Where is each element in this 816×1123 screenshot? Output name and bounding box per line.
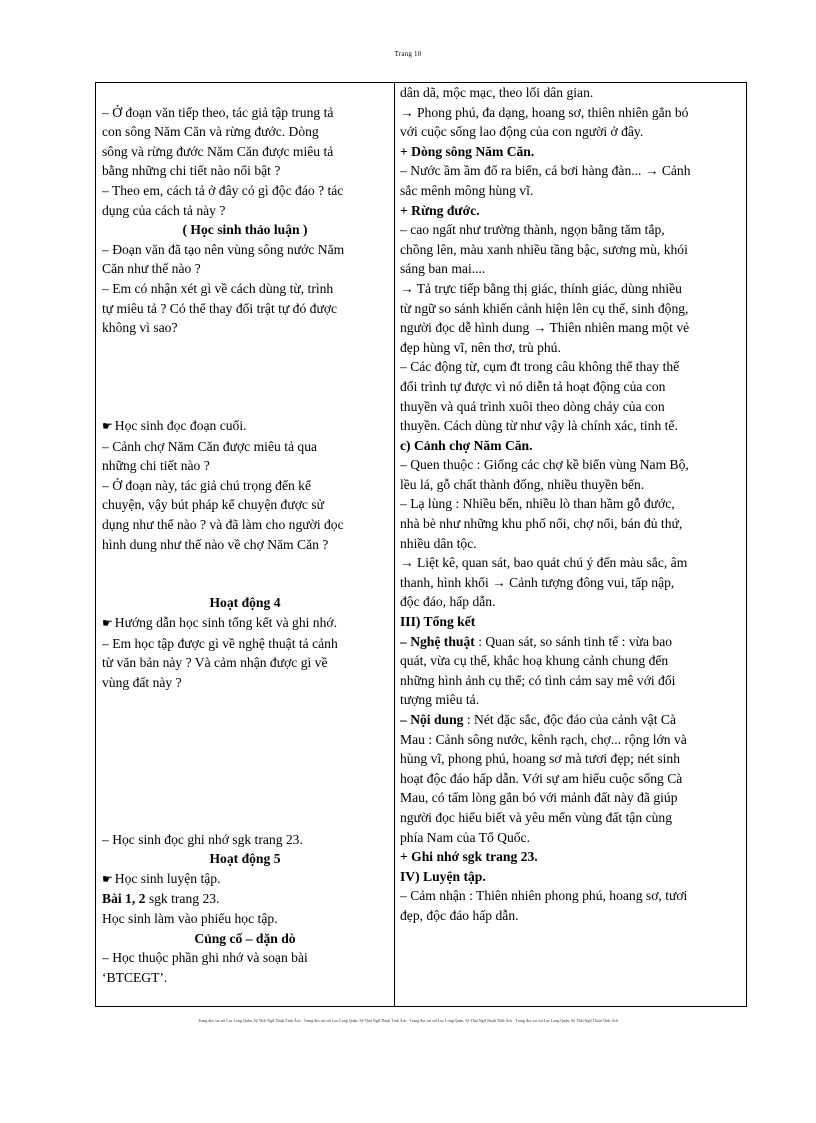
text-line — [102, 338, 388, 358]
line-text: phía Nam của Tổ Quốc. — [400, 829, 530, 845]
text-line — [400, 867, 741, 887]
text-line — [400, 338, 741, 358]
text-line — [102, 161, 388, 181]
text-line — [102, 673, 388, 693]
line-text: hình dung như thế nào về chợ Năm Căn ? — [102, 536, 329, 552]
line-text: → Phong phú, đa dạng, hoang sơ, thiên nhiên gắn bó — [400, 104, 689, 120]
right-column — [395, 83, 746, 1006]
text-line — [400, 259, 741, 279]
line-text: đổi trình tự được vì nó diễn tả hoạt động của con — [400, 378, 666, 394]
text-line — [102, 299, 388, 319]
line-text: Căn như thế nào ? — [102, 261, 201, 277]
text-line — [400, 788, 741, 808]
text-line — [102, 574, 388, 594]
text-line — [102, 437, 388, 457]
text-line — [102, 712, 388, 732]
line-text: dụng của cách tả này ? — [102, 202, 226, 218]
line-text: con sông Năm Căn và rừng đước. Dòng — [102, 124, 319, 140]
text-line — [102, 771, 388, 791]
text-line — [102, 929, 388, 949]
text-line — [102, 515, 388, 535]
bold-label: – Nội dung — [400, 712, 464, 727]
line-text: thuyền. Cách dùng từ như vậy là chính xác, tinh tế. — [400, 418, 678, 434]
text-line — [400, 201, 741, 221]
line-text: người đọc hiểu biết và yêu mến vùng đất tận cùng — [400, 809, 673, 825]
pointing-hand-icon: ☛ — [102, 871, 113, 886]
text-line — [400, 632, 741, 652]
line-text: Học sinh làm vào phiếu học tập. — [102, 910, 278, 926]
line-text: đẹp, độc đáo hấp dẫn. — [400, 907, 519, 923]
text-line — [102, 181, 388, 201]
text-line — [102, 751, 388, 771]
line-text: những chi tiết nào ? — [102, 458, 210, 474]
text-line — [400, 377, 741, 397]
text-line — [102, 830, 388, 850]
text-line — [102, 692, 388, 712]
text-line — [400, 299, 741, 319]
line-text: tự miêu tả ? Có thể thay đổi trật tự đó được — [102, 300, 338, 316]
text-line — [400, 671, 741, 691]
line-text: chồng lên, màu xanh nhiều tầng bậc, sương mù, khói — [400, 241, 688, 257]
text-line — [400, 573, 741, 593]
text-line — [400, 534, 741, 554]
text-line — [102, 948, 388, 968]
text-line — [400, 181, 741, 201]
text-line — [400, 122, 741, 142]
bold-label: – Nghệ thuật — [400, 633, 475, 649]
line-text: sáng ban mai.... — [400, 261, 486, 277]
line-text: lều lá, gỗ chất thành đống, nhiều thuyền bến. — [400, 476, 645, 492]
line-text: Học sinh luyện tập. — [114, 870, 221, 886]
line-text: dụng như thế nào ? và đã làm cho người đọc — [102, 517, 344, 533]
line-text: : Nét đặc sắc, độc đáo của cảnh vật Cà — [466, 712, 676, 727]
line-text: – Đoạn văn đã tạo nên vùng sông nước Năm — [102, 241, 345, 257]
line-text: + Rừng đước. — [400, 202, 480, 218]
text-line — [102, 397, 388, 417]
line-text: hoạt độc đáo hấp dẫn. Với sự am hiểu cuộc sống Cà — [400, 770, 683, 786]
line-text: Hướng dẫn học sinh tổng kết và ghi nhớ. — [114, 615, 337, 631]
line-text: người đọc dễ hình dung → Thiên nhiên mang một vẻ — [400, 320, 690, 336]
text-line — [400, 514, 741, 534]
line-text: + Dòng sông Năm Căn. — [400, 143, 535, 159]
text-line — [102, 869, 388, 890]
line-text: Mau : Cảnh sông nước, kênh rạch, chợ... rộng lớn và — [400, 731, 687, 747]
text-line — [400, 161, 741, 181]
line-text: bằng những chi tiết nào nổi bật ? — [102, 163, 281, 179]
text-line — [102, 357, 388, 377]
text-line — [102, 790, 388, 810]
bold-label: Bài 1, 2 — [102, 891, 146, 907]
text-line — [400, 749, 741, 769]
text-line — [400, 828, 741, 848]
line-text: – cao ngất như trường thành, ngọn bằng tăm tắp, — [400, 222, 665, 238]
text-line — [400, 475, 741, 495]
line-text: quát, vừa cụ thể, khắc hoạ khung cảnh chung đến — [400, 653, 669, 669]
line-text: Hoạt động 4 — [209, 595, 281, 611]
text-line — [400, 397, 741, 417]
line-text: – Học thuộc phần ghi nhớ và soạn bài — [102, 950, 308, 966]
text-line — [400, 886, 741, 906]
line-text: IV) Luyện tập. — [400, 868, 486, 884]
line-text: dân dã, mộc mạc, theo lối dân gian. — [400, 85, 594, 100]
line-text: Củng cố – dặn dò — [194, 930, 296, 946]
text-line — [400, 455, 741, 475]
line-text: thuyền và quá trình xuôi theo dòng chảy của con — [400, 398, 665, 414]
line-text: hùng vĩ, phong phú, hoang sơ mà tươi đẹp; nét sinh — [400, 751, 681, 767]
line-text: Mau, có tấm lòng gắn bó với mảnh đất này đã giúp — [400, 790, 678, 806]
line-text: độc đáo, hấp dẫn. — [400, 594, 496, 610]
text-line — [102, 103, 388, 123]
lesson-table — [95, 82, 747, 1007]
text-line — [400, 220, 741, 240]
text-line — [102, 279, 388, 299]
line-text: – Các động từ, cụm đt trong câu không thể thay thế — [400, 359, 680, 375]
line-text: – Cảm nhận : Thiên nhiên phong phú, hoang sơ, tươi — [400, 888, 688, 904]
line-text: không vì sao? — [102, 320, 178, 336]
text-line — [102, 535, 388, 555]
line-text: chuyện, vậy bút pháp kể chuyện được sử — [102, 497, 324, 513]
line-text: c) Cảnh chợ Năm Căn. — [400, 437, 533, 453]
text-line — [102, 653, 388, 673]
text-line — [102, 122, 388, 142]
text-line — [400, 279, 741, 299]
text-line — [400, 318, 741, 338]
text-line — [400, 416, 741, 436]
text-line — [400, 808, 741, 828]
line-text: → Liệt kê, quan sát, bao quát chú ý đến màu sắc, âm — [400, 555, 688, 571]
page-footer: Trang đọc sai sót Lục Long Quân, Sỹ Thái Ngữ Thuật Tính Ách · Trang đọc sai sót Lục Long Quân, Sỹ Thái Ngữ Thuật Tính Ách · Trang đọc sai sót Lục Long Quân, Sỹ Thái Ngữ Thuật Tính Ách · Trang đọc sai sót Lục Long Quân, Sỹ Thái Ngữ Thuật Tính Ách — [197, 1018, 619, 1023]
line-text: từ văn bản này ? Và cảm nhận được gì về — [102, 655, 328, 671]
text-line — [102, 240, 388, 260]
line-text: – Quen thuộc : Giống các chợ kề biển vùng Nam Bộ, — [400, 457, 689, 473]
line-text: + Ghi nhớ sgk trang 23. — [400, 849, 538, 865]
text-line — [102, 810, 388, 830]
text-line — [400, 240, 741, 260]
text-line — [102, 495, 388, 515]
text-line — [400, 690, 741, 710]
line-text: vùng đất này ? — [102, 674, 182, 690]
line-text: – Cảnh chợ Năm Căn được miêu tả qua — [102, 438, 318, 454]
text-line — [102, 220, 388, 240]
text-line — [400, 612, 741, 632]
line-text: – Học sinh đọc ghi nhớ sgk trang 23. — [102, 831, 303, 847]
line-text: nhà bè như những khu phố nổi, chợ nổi, bán đủ thứ, — [400, 516, 683, 532]
line-text: – Lạ lùng : Nhiều bến, nhiều lò than hầm gỗ đước, — [400, 496, 675, 512]
text-line — [400, 906, 741, 926]
line-text: những hình ảnh cụ thể; có tình cảm say mê với đối — [400, 672, 676, 688]
line-text: sông và rừng đước Năm Căn được miêu tả — [102, 143, 334, 159]
line-text: – Nước ầm ầm đổ ra biển, cá bơi hàng đàn... → Cảnh — [400, 163, 691, 179]
text-line — [400, 103, 741, 123]
text-line — [102, 142, 388, 162]
text-line — [400, 142, 741, 162]
text-line — [102, 889, 388, 909]
text-line — [102, 732, 388, 752]
page-header: Trang 10 — [394, 50, 422, 58]
line-text: ( Học sinh thảo luận ) — [182, 222, 308, 238]
line-text: – Ở đoạn này, tác giả chú trọng đến kể — [102, 477, 311, 493]
text-line — [102, 377, 388, 397]
text-line — [102, 416, 388, 437]
left-column — [96, 83, 395, 1006]
text-line — [102, 968, 388, 988]
pointing-hand-icon: ☛ — [102, 419, 113, 434]
text-line — [102, 318, 388, 338]
text-line — [102, 456, 388, 476]
text-line — [102, 909, 388, 929]
text-line — [400, 651, 741, 671]
line-text: đẹp hùng vĩ, nên thơ, trù phú. — [400, 339, 561, 355]
text-line — [400, 710, 741, 730]
line-text: tượng miêu tả. — [400, 692, 480, 708]
text-line — [400, 357, 741, 377]
text-line — [400, 553, 741, 573]
line-text: – Ở đoạn văn tiếp theo, tác giả tập trung tả — [102, 104, 334, 120]
text-line — [102, 634, 388, 654]
text-line — [102, 593, 388, 613]
text-line — [400, 592, 741, 612]
line-text: Học sinh đọc đoạn cuối. — [114, 418, 247, 434]
text-line — [400, 436, 741, 456]
line-text: sắc mênh mông hùng vĩ. — [400, 182, 534, 198]
text-line — [102, 259, 388, 279]
line-text: → Tả trực tiếp bằng thị giác, thính giác, dùng nhiều — [400, 280, 682, 296]
text-line — [400, 83, 741, 103]
line-text: – Em học tập được gì về nghệ thuật tả cảnh — [102, 635, 338, 651]
line-text: từ ngữ so sánh khiến cảnh hiện lên cụ thể, sinh động, — [400, 300, 689, 316]
text-line — [102, 849, 388, 869]
line-text: : Quan sát, so sánh tinh tế : vừa bao — [478, 633, 673, 649]
text-line — [102, 476, 388, 496]
line-text: với cuộc sống lao động của con người ở đây. — [400, 124, 644, 140]
text-line — [400, 769, 741, 789]
line-text: – Theo em, cách tả ở đây có gì độc đáo ? tác — [102, 182, 344, 198]
line-text: sgk trang 23. — [148, 891, 220, 907]
text-line — [102, 554, 388, 574]
line-text: thanh, hình khối → Cảnh tượng đông vui, tấp nập, — [400, 574, 675, 590]
pointing-hand-icon: ☛ — [102, 616, 113, 631]
line-text: III) Tổng kết — [400, 614, 476, 630]
text-line — [400, 730, 741, 750]
text-line — [400, 494, 741, 514]
text-line — [102, 83, 388, 103]
line-text: nhiều dân tộc. — [400, 535, 477, 551]
text-line — [102, 201, 388, 221]
line-text: Hoạt động 5 — [209, 851, 281, 867]
text-line — [102, 613, 388, 634]
line-text: ‘BTCEGT’. — [102, 969, 168, 985]
line-text: – Em có nhận xét gì về cách dùng từ, trình — [102, 280, 334, 296]
text-line — [400, 847, 741, 867]
